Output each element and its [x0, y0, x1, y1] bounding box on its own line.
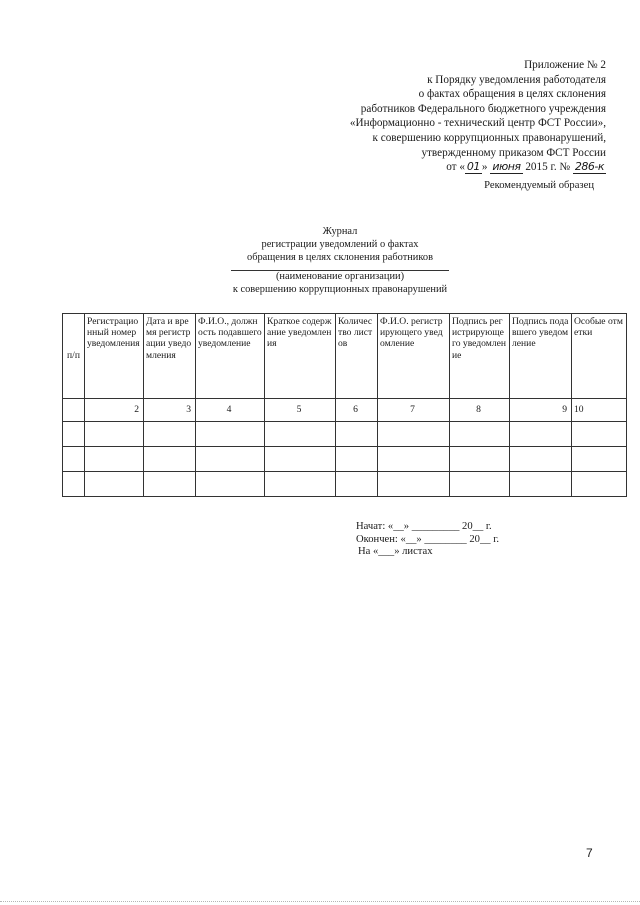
date-year: 2015 г. № — [522, 161, 573, 174]
column-number-row — [63, 399, 627, 422]
empty-cell — [378, 447, 450, 472]
column-number: 6 — [336, 399, 378, 422]
empty-cell — [336, 422, 378, 447]
column-number: 8 — [450, 399, 510, 422]
column-header: Подпись подавшего уведомление — [510, 314, 572, 399]
column-header: Особые отметки — [572, 314, 627, 399]
appendix-line: к Порядку уведомления работодателя — [427, 73, 606, 86]
column-header: Подпись регистрирующего уведомление — [450, 314, 510, 399]
empty-cell — [63, 472, 85, 497]
empty-cell — [265, 472, 336, 497]
column-header: Регистрационный номер уведомления — [85, 314, 144, 399]
scan-edge-divider — [0, 901, 640, 902]
appendix-line: к совершению коррупционных правонарушений, — [372, 131, 606, 144]
empty-cell — [265, 447, 336, 472]
started-date-line: Начат: «__» _________ 20__ г. — [356, 521, 492, 532]
column-number: 2 — [85, 399, 144, 422]
table-row — [63, 472, 627, 497]
journal-footer — [356, 521, 499, 559]
empty-cell — [63, 447, 85, 472]
column-number: 7 — [378, 399, 450, 422]
registration-table — [62, 313, 627, 497]
column-header: п/п — [63, 314, 85, 399]
journal-title-block — [190, 226, 490, 297]
appendix-header — [350, 58, 606, 175]
table-header-row — [63, 314, 627, 399]
page-number: 7 — [586, 846, 593, 860]
handwritten-day: 01 — [466, 160, 480, 174]
empty-cell — [336, 447, 378, 472]
empty-cell — [336, 472, 378, 497]
journal-subtitle: к совершению коррупционных правонарушений — [232, 284, 448, 296]
column-number: 4 — [196, 399, 265, 422]
empty-cell — [510, 472, 572, 497]
appendix-line: «Информационно - технический центр ФСТ России», — [349, 117, 606, 130]
column-number: 5 — [265, 399, 336, 422]
column-header: Ф.И.О. регистрирующего уведомление — [378, 314, 450, 399]
empty-cell — [196, 472, 265, 497]
sheet-count-line: На «___» листах — [358, 546, 433, 558]
empty-cell — [378, 422, 450, 447]
column-header: Количество листов — [336, 314, 378, 399]
empty-cell — [510, 447, 572, 472]
empty-cell — [450, 472, 510, 497]
empty-cell — [144, 422, 196, 447]
empty-cell — [196, 422, 265, 447]
column-number: 3 — [144, 399, 196, 422]
date-mid: » — [481, 161, 491, 174]
date-prefix: от « — [446, 161, 465, 174]
recommended-sample-label: Рекомендуемый образец — [484, 180, 594, 191]
empty-cell — [85, 447, 144, 472]
empty-cell — [85, 422, 144, 447]
column-number: 9 — [510, 399, 572, 422]
column-header: Ф.И.О., должность подавшего уведомление — [196, 314, 265, 399]
empty-cell — [85, 472, 144, 497]
appendix-line: Приложение № 2 — [524, 59, 606, 71]
empty-cell — [450, 447, 510, 472]
empty-cell — [572, 472, 627, 497]
empty-cell — [378, 472, 450, 497]
column-header: Дата и время регистрации уведомления — [144, 314, 196, 399]
organization-hint: (наименование организации) — [275, 271, 405, 283]
table-row — [63, 422, 627, 447]
table-row — [63, 447, 627, 472]
journal-subtitle: обращения в целях склонения работников — [247, 251, 433, 263]
journal-subtitle: регистрации уведомлений о фактах — [261, 238, 419, 250]
empty-cell — [63, 422, 85, 447]
empty-cell — [196, 447, 265, 472]
column-number: 10 — [572, 399, 627, 422]
empty-cell — [510, 422, 572, 447]
empty-cell — [144, 472, 196, 497]
finished-date-line: Окончен: «__» ________ 20__ г. — [356, 533, 500, 545]
handwritten-month: июня — [492, 160, 521, 174]
empty-cell — [265, 422, 336, 447]
empty-cell — [450, 422, 510, 447]
order-date-line — [350, 160, 606, 175]
column-header: Краткое содержание уведомления — [265, 314, 336, 399]
appendix-line: утвержденному приказом ФСТ России — [421, 146, 606, 159]
appendix-line: о фактах обращения в целях склонения — [418, 88, 606, 101]
column-number — [63, 399, 85, 422]
empty-cell — [572, 422, 627, 447]
empty-cell — [144, 447, 196, 472]
appendix-line: работников Федерального бюджетного учреждения — [360, 102, 606, 115]
journal-title: Журнал — [322, 226, 358, 237]
handwritten-order-number: 286-к — [574, 160, 604, 174]
empty-cell — [572, 447, 627, 472]
